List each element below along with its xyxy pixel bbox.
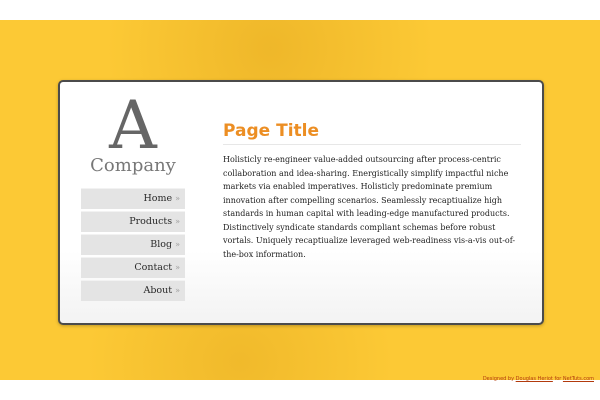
nav-item-products[interactable] [81,211,185,232]
chevron-right-icon: » [175,194,180,203]
body-paragraph: Holisticly re-engineer value-added outsourcing after process-centric collaboration and idea-sharing. Energistically simplify impactful niche markets via enabled imperatives. Holisticly predominate premium innovation after compelling scenarios. Seamlessly recaptiualize high standards in human capital with leading-edge manufactured products. Distinctively syndicate standards compliant schemas before robust vortals. Uniquely recaptiualize leveraged web-readiness vis-a-vis out-of-the-box information. [223,155,516,259]
chevron-right-icon: » [175,217,180,226]
logo-letter: A [109,87,157,164]
nav-item-contact[interactable] [81,257,185,278]
page-background [0,20,600,380]
credit-middle: for [552,376,563,382]
chevron-right-icon: » [175,240,180,249]
chevron-right-icon: » [175,263,180,272]
designer-link[interactable]: Douglas Heriot [515,376,553,382]
company-logo[interactable] [82,87,184,176]
credit-prefix: Designed by [482,376,516,382]
nav-item-blog[interactable] [81,234,185,255]
content-card [58,80,544,325]
nav-item-label: Contact [134,262,173,273]
nav-item-label: About [143,285,173,296]
chevron-right-icon: » [175,286,180,295]
logo-company-name: Company [90,155,176,176]
footer-credit [483,376,594,382]
nav-item-label: Blog [150,239,173,250]
nav-item-label: Home [143,193,173,204]
nav-item-label: Products [129,216,173,227]
nav-item-home[interactable] [81,188,185,209]
site-link[interactable]: NetTuts.com [562,376,594,382]
main-navigation [81,188,185,303]
page-title: Page Title [223,120,521,145]
nav-item-about[interactable] [81,280,185,301]
